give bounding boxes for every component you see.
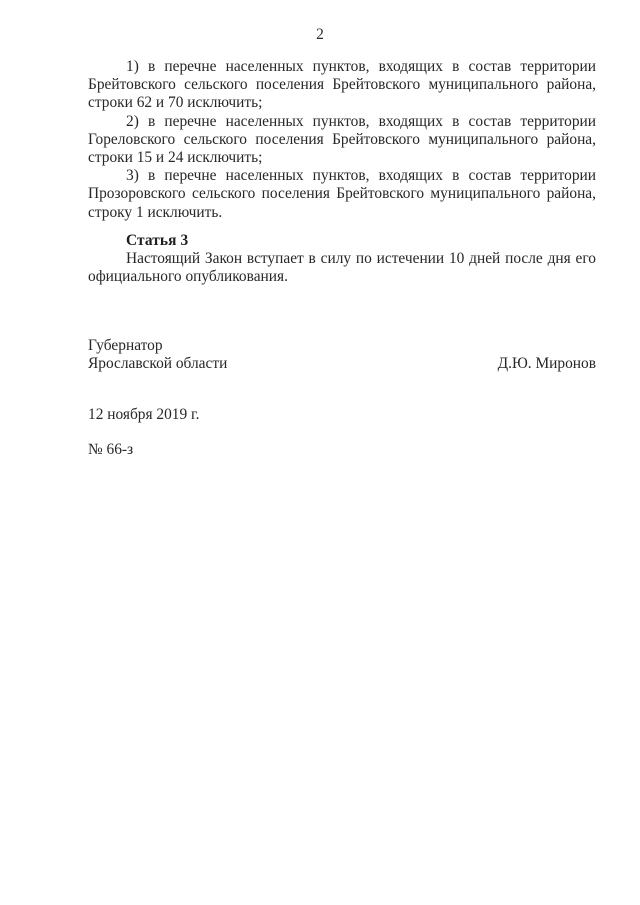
article-heading: Статья 3 [126,232,189,249]
amendment-items-block [88,58,596,222]
signatory-title-line-1: Губернатор [88,337,163,354]
document-number: № 66-з [88,441,134,458]
amendment-item-3: 3) в перечне населенных пунктов, входящих в состав территории Прозоровского сельского поселения Брейтовского муниципального района, строку 1 исключить. [88,167,596,221]
amendment-item-2: 2) в перечне населенных пунктов, входящих в состав территории Гореловского сельского поселения Брейтовского муниципального района, строки 15 и 24 исключить; [88,112,596,167]
signatory-row [88,355,596,373]
document-date: 12 ноября 2019 г. [88,406,200,423]
article-block [88,232,596,287]
amendment-item-1: 1) в перечне населенных пунктов, входящих в состав территории Брейтовского сельского поселения Брейтовского муниципального района, строки 62 и 70 исключить; [88,58,596,112]
signatory-name: Д.Ю. Миронов [497,355,596,373]
signature-block [88,337,596,373]
signatory-title-line-2: Ярославской области [88,355,228,373]
page-number: 2 [316,26,324,43]
article-body-text: Настоящий Закон вступает в силу по истечении 10 дней после дня его официального опубликования. [88,250,596,286]
